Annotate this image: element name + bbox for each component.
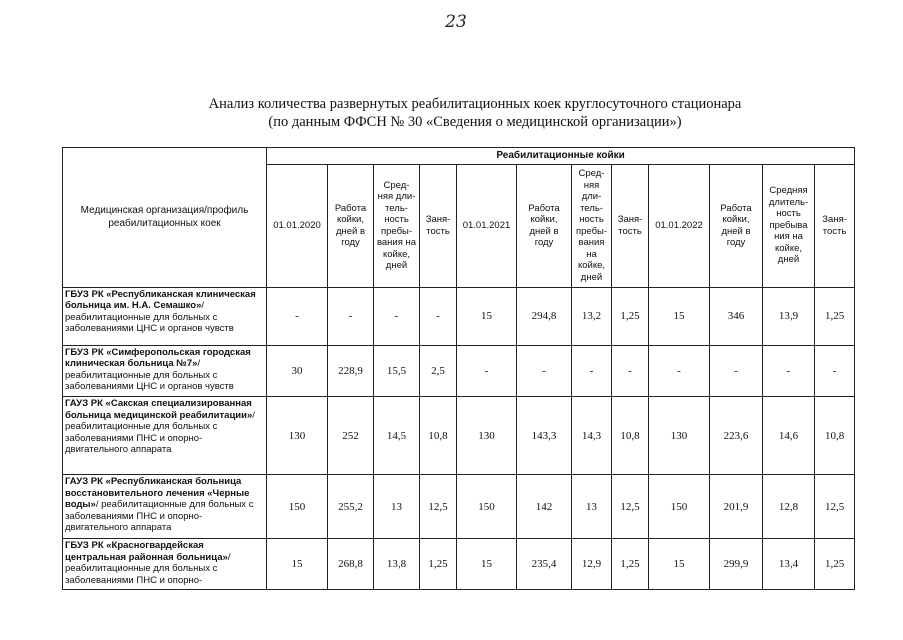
- value-cell: 15: [649, 287, 710, 345]
- org-cell: [63, 287, 267, 345]
- value-cell: 12,5: [420, 475, 457, 539]
- value-cell: 2,5: [420, 345, 457, 397]
- value-cell: 15,5: [374, 345, 420, 397]
- value-cell: 130: [267, 397, 328, 475]
- value-cell: -: [328, 287, 374, 345]
- value-cell: 150: [267, 475, 328, 539]
- value-cell: 1,25: [420, 539, 457, 590]
- value-cell: 255,2: [328, 475, 374, 539]
- group-header: Реабилитационные койки: [267, 148, 855, 165]
- org-profile: / реабилитационные для больных с заболеваниями ПНС и опорно-двигательного аппарата: [65, 409, 255, 456]
- value-cell: 299,9: [710, 539, 763, 590]
- value-cell: 10,8: [612, 397, 649, 475]
- value-cell: 30: [267, 345, 328, 397]
- value-cell: 294,8: [517, 287, 572, 345]
- value-cell: 142: [517, 475, 572, 539]
- org-profile: /реабилитационные для больных с заболеваниями ЦНС и органов чувств: [65, 300, 234, 335]
- value-cell: 10,8: [420, 397, 457, 475]
- org-cell: [63, 475, 267, 539]
- table-row: [63, 539, 855, 590]
- value-cell: 130: [457, 397, 517, 475]
- value-cell: 15: [457, 539, 517, 590]
- table-row: [63, 345, 855, 397]
- value-cell: 13,4: [763, 539, 815, 590]
- org-profile: / реабилитационные для больных с заболеваниями ПНС и опорно-: [65, 551, 231, 586]
- value-cell: 346: [710, 287, 763, 345]
- org-cell: [63, 539, 267, 590]
- value-cell: -: [612, 345, 649, 397]
- value-cell: -: [457, 345, 517, 397]
- title-line-2: (по данным ФФСН № 30 «Сведения о медицинской организации»): [268, 114, 682, 130]
- value-cell: 13: [374, 475, 420, 539]
- value-cell: 15: [457, 287, 517, 345]
- value-cell: 12,5: [815, 475, 855, 539]
- table-header-row-1: [63, 148, 855, 165]
- column-header: Заня- тость: [612, 164, 649, 287]
- document-title: [150, 95, 800, 131]
- value-cell: 1,25: [815, 539, 855, 590]
- value-cell: 201,9: [710, 475, 763, 539]
- value-cell: 150: [457, 475, 517, 539]
- table-row: [63, 475, 855, 539]
- column-header: Сред- няя дли- тель- ность пребы- вания на койке, дней: [572, 164, 612, 287]
- org-cell: [63, 345, 267, 397]
- value-cell: 12,8: [763, 475, 815, 539]
- value-cell: 1,25: [815, 287, 855, 345]
- value-cell: 13: [572, 475, 612, 539]
- value-cell: -: [572, 345, 612, 397]
- table-row: [63, 397, 855, 475]
- column-header: Средняя длитель- ность пребыва ния на койке, дней: [763, 164, 815, 287]
- value-cell: -: [763, 345, 815, 397]
- value-cell: 143,3: [517, 397, 572, 475]
- value-cell: -: [815, 345, 855, 397]
- org-profile: / реабилитационные для больных с заболеваниями ЦНС и органов чувств: [65, 358, 234, 393]
- value-cell: -: [267, 287, 328, 345]
- org-name: ГАУЗ РК «Республиканская больница восстановительного лечения «Черные воды»: [65, 476, 250, 511]
- value-cell: 12,5: [612, 475, 649, 539]
- page-number: 23: [445, 12, 467, 32]
- rehab-beds-table: [62, 147, 855, 590]
- column-header: 01.01.2022: [649, 164, 710, 287]
- value-cell: 10,8: [815, 397, 855, 475]
- column-header: Сред- няя дли- тель- ность пребы- вания на койке, дней: [374, 164, 420, 287]
- value-cell: 252: [328, 397, 374, 475]
- value-cell: -: [710, 345, 763, 397]
- org-profile: / реабилитационные для больных с заболеваниями ПНС и опорно-двигательного аппарата: [65, 499, 254, 534]
- title-line-1: Анализ количества развернутых реабилитационных коек круглосуточного стационара: [208, 96, 742, 112]
- value-cell: 13,9: [763, 287, 815, 345]
- value-cell: 14,5: [374, 397, 420, 475]
- table-row: [63, 287, 855, 345]
- org-name: ГАУЗ РК «Сакская специализированная больница медицинской реабилитации»: [65, 398, 253, 421]
- value-cell: 1,25: [612, 287, 649, 345]
- value-cell: -: [649, 345, 710, 397]
- value-cell: 130: [649, 397, 710, 475]
- org-name: ГБУЗ РК «Республиканская клиническая больница им. Н.А. Семашко»: [65, 288, 256, 312]
- value-cell: 228,9: [328, 345, 374, 397]
- column-header: 01.01.2021: [457, 164, 517, 287]
- value-cell: -: [420, 287, 457, 345]
- value-cell: 1,25: [612, 539, 649, 590]
- value-cell: 12,9: [572, 539, 612, 590]
- column-header: Заня- тость: [420, 164, 457, 287]
- value-cell: -: [374, 287, 420, 345]
- value-cell: 13,2: [572, 287, 612, 345]
- org-name: ГБУЗ РК «Красногвардейская центральная районная больница»: [65, 540, 228, 563]
- value-cell: 150: [649, 475, 710, 539]
- org-name: ГБУЗ РК «Симферопольская городская клиническая больница №7»: [65, 346, 251, 370]
- value-cell: 268,8: [328, 539, 374, 590]
- value-cell: 14,6: [763, 397, 815, 475]
- value-cell: 13,8: [374, 539, 420, 590]
- value-cell: 14,3: [572, 397, 612, 475]
- value-cell: 15: [649, 539, 710, 590]
- value-cell: 235,4: [517, 539, 572, 590]
- column-header: 01.01.2020: [267, 164, 328, 287]
- value-cell: 223,6: [710, 397, 763, 475]
- column-header: Работа койки, дней в году: [517, 164, 572, 287]
- org-cell: [63, 397, 267, 475]
- column-header: Работа койки, дней в году: [328, 164, 374, 287]
- org-header: Медицинская организация/профиль реабилитационных коек: [63, 148, 267, 288]
- column-header: Работа койки, дней в году: [710, 164, 763, 287]
- column-header: Заня- тость: [815, 164, 855, 287]
- value-cell: 15: [267, 539, 328, 590]
- value-cell: -: [517, 345, 572, 397]
